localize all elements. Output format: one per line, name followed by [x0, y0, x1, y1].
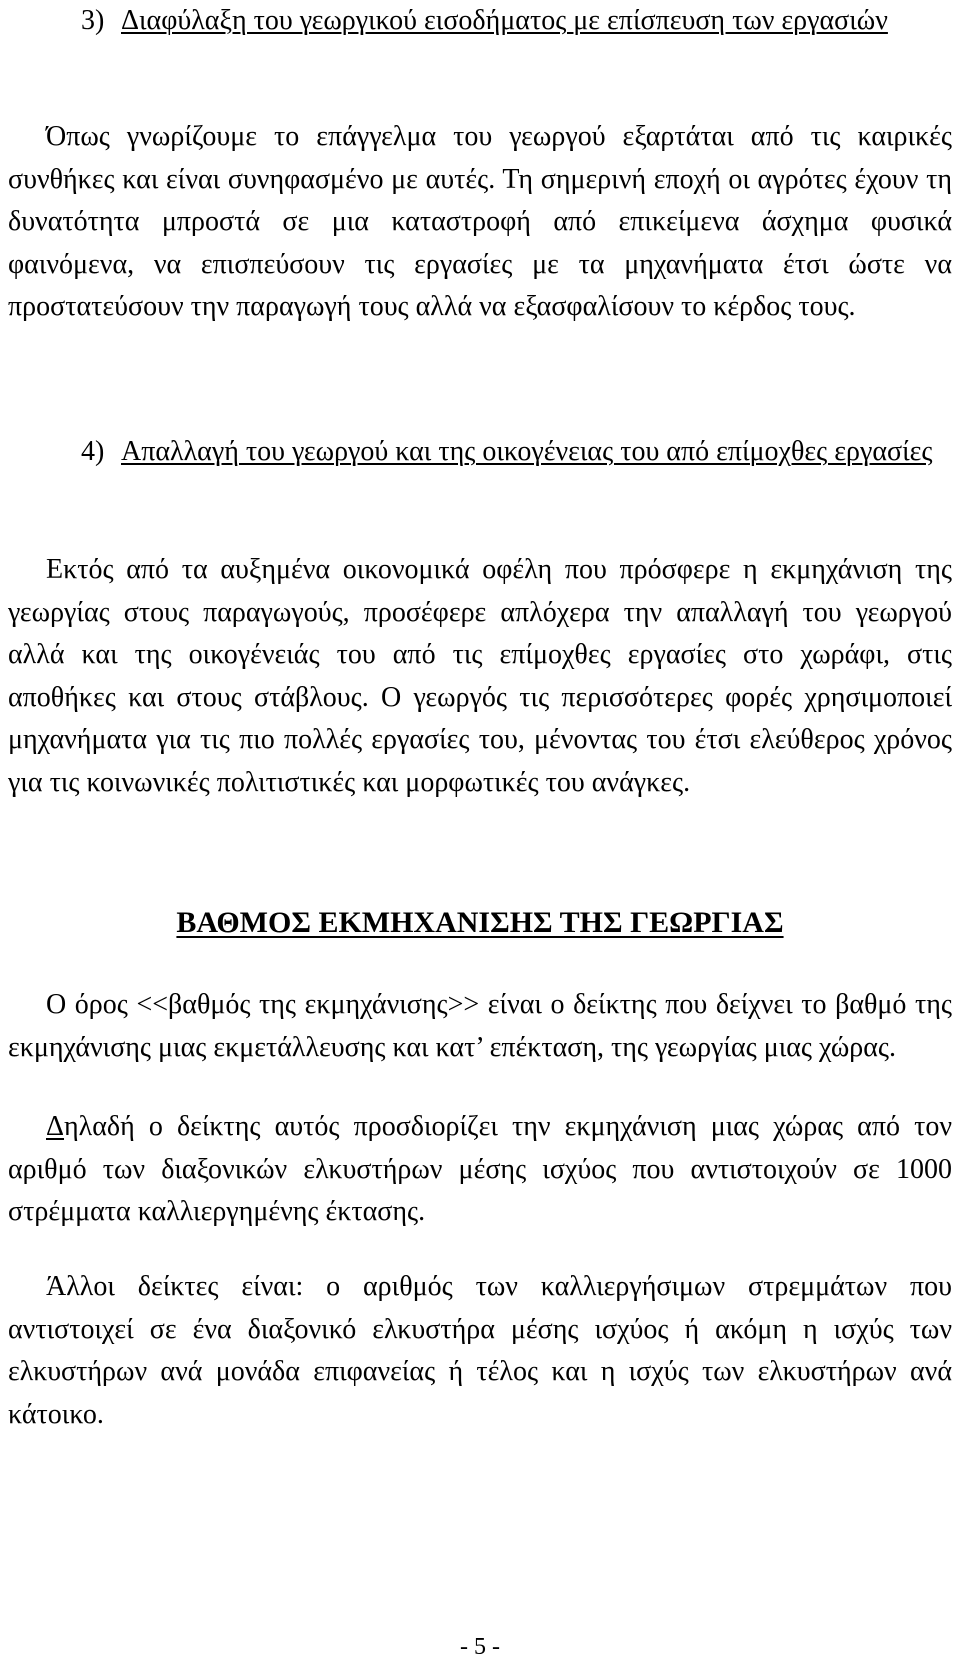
paragraph-index-explanation-text: ηλαδή ο δείκτης αυτός προσδιορίζει την εκμηχάνιση μιας χώρας από τον αριθμό των διαξονικών ελκυστήρων μέσης ισχύος που αντιστοιχούν σε 1000 στρέμματα καλλιεργημένης έκτασης. [8, 1111, 952, 1227]
paragraph-harvest-timing-text: Όπως γνωρίζουμε το επάγγελμα του γεωργού εξαρτάται από τις καιρικές συνθήκες και είναι συνηφασμένο με αυτές. Τη σημερινή εποχή οι αγρότες έχουν τη δυνατότητα μπροστά σε μια καταστροφή από επικείμενα άσχημα φυσικά φαινόμενα, να επισπεύσουν τις εργασίες με τα μηχανήματα έτσι ώστε να προστατεύσουν την παραγωγή τους αλλά να εξασφαλίσουν το κέρδος τους. [8, 121, 952, 322]
paragraph-index-explanation [8, 1106, 952, 1234]
paragraph-labor-relief [8, 549, 952, 804]
list-item-4-heading [81, 431, 952, 474]
paragraph-definition [8, 984, 952, 1069]
list-item-3-title: Διαφύλαξη του γεωργικού εισοδήματος με επίσπευση των εργασιών [121, 5, 888, 36]
paragraph-other-indices-text: Άλλοι δείκτες είναι: ο αριθμός των καλλιεργήσιμων στρεμμάτων που αντιστοιχεί σε ένα διαξονικό ελκυστήρα μέσης ισχύος ή ακόμη η ισχύς των ελκυστήρων ανά μονάδα επιφανείας ή τέλος και η ισχύς των ελκυστήρων ανά κάτοικο. [8, 1271, 952, 1430]
section-title: ΒΑΘΜΟΣ ΕΚΜΗΧΑΝΙΣΗΣ ΤΗΣ ΓΕΩΡΓΙΑΣ [176, 906, 784, 939]
paragraph-index-first-letter: Δ [46, 1111, 65, 1142]
page-number: - 5 - [460, 1634, 500, 1660]
paragraph-definition-text: Ο όρος <<βαθμός της εκμηχάνισης>> είναι ο δείκτης που δείχνει το βαθμό της εκμηχάνισης μιας εκμετάλλευσης και κατ’ επέκταση, της γεωργίας μιας χώρας. [8, 989, 952, 1063]
paragraph-other-indices [8, 1266, 952, 1436]
paragraph-labor-relief-text: Εκτός από τα αυξημένα οικονομικά οφέλη που πρόσφερε η εκμηχάνιση της γεωργίας στους παραγωγούς, προσέφερε απλόχερα την απαλλαγή του γεωργού αλλά και της οικογένειάς του από τις επίμοχθες εργασίες στο χωράφι, στις αποθήκες και στους στάβλους. Ο γεωργός τις περισσότερες φορές χρησιμοποιεί μηχανήματα για τις πιο πολλές εργασίες του, μένοντας του έτσι ελεύθερος χρόνος για τις κοινωνικές πολιτιστικές και μορφωτικές του ανάγκες. [8, 554, 952, 798]
list-item-3-number: 3) [81, 5, 105, 36]
paragraph-harvest-timing [8, 116, 952, 329]
list-item-3-heading [81, 0, 952, 43]
list-item-4-title: Απαλλαγή του γεωργού και της οικογένειας του από επίμοχθες εργασίες [121, 436, 933, 467]
list-item-4-number: 4) [81, 436, 105, 467]
